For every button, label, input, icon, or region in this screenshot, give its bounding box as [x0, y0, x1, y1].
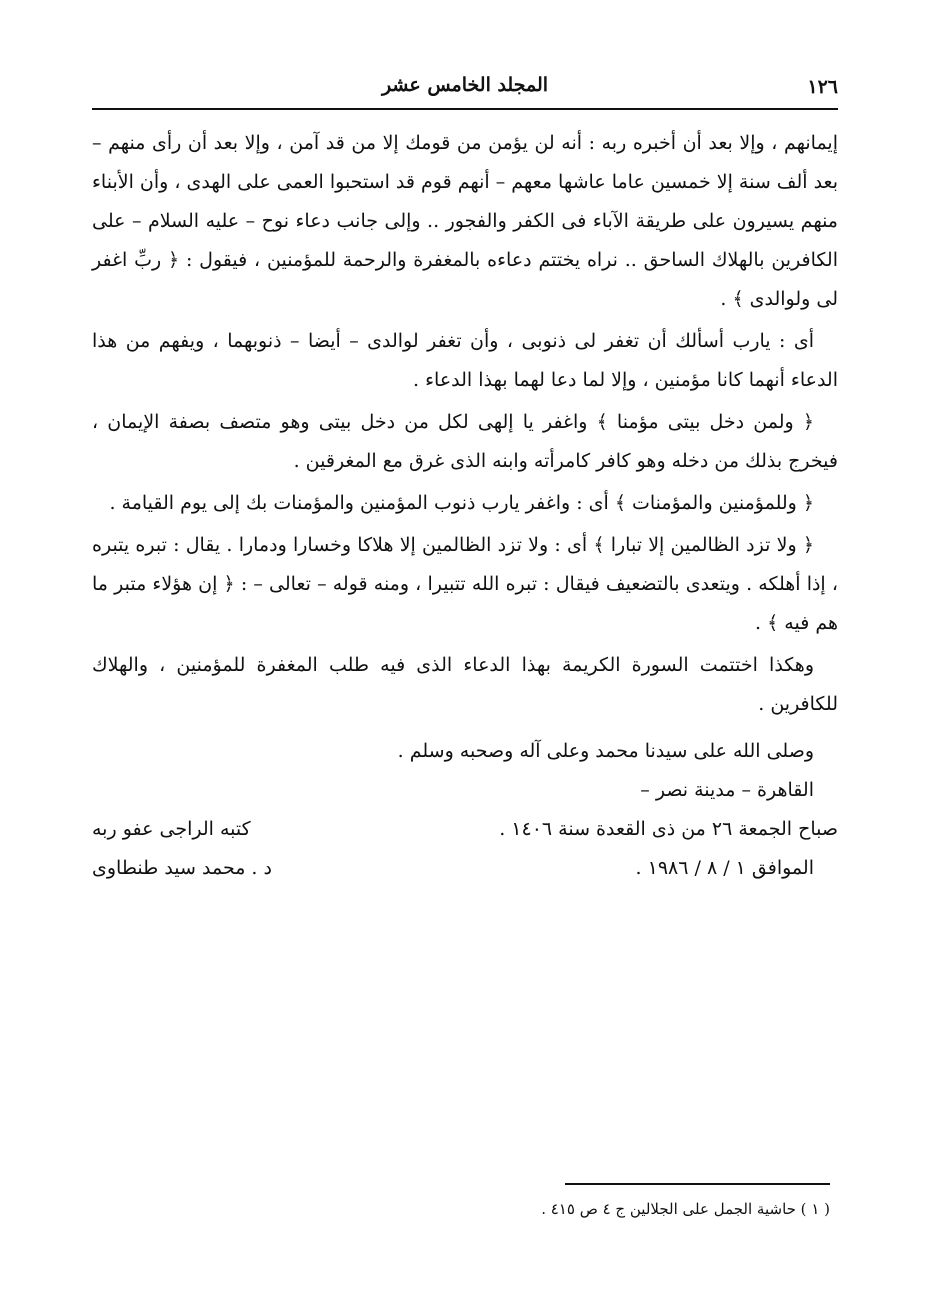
paragraph: ﴿ ولمن دخل بيتى مؤمنا ﴾ واغفر يا إلهى لكل من دخل بيتى وهو متصف بصفة الإيمان ، فيخرج بذلك من دخله وهو كافر كامرأته وابنه الذى غرق مع المغرقين . [92, 411, 838, 472]
main-text [92, 124, 838, 888]
closing-row [92, 810, 838, 849]
paragraph: إيمانهم ، وإلا بعد أن أخبره ربه : أنه لن يؤمن من قومك إلا من قد آمن ، وإلا بعد أن رأى منهم – بعد ألف سنة إلا خمسين عاما عاشها معهم – أنهم قوم قد استحبوا العمى على الهدى ، وأن الأبناء منهم يسيرون على طريقة الآباء فى الكفر والفجور .. وإلى جانب دعاء نوح – عليه السلام – على الكافرين بالهلاك الساحق .. نراه يختتم دعاءه بالمغفرة والرحمة للمؤمنين ، فيقول : ﴿ ربِّ اغفر لى ولوالدى ﴾ . [92, 132, 838, 310]
signature-line-1: كتبه الراجى عفو ربه [92, 818, 251, 840]
place-line: القاهرة – مدينة نصر – [640, 779, 814, 801]
paragraph: أى : يارب أسألك أن تغفر لى ذنوبى ، وأن تغفر لوالدى – أيضا – ذنوبهما ، ويفهم من هذا الدعاء أنهما كانا مؤمنين ، وإلا لما دعا لهما بهذا الدعاء . [92, 330, 838, 391]
hijri-date: صباح الجمعة ٢٦ من ذى القعدة سنة ١٤٠٦ . [499, 818, 838, 840]
footnote-divider [565, 1183, 830, 1185]
page-number: ١٢٦ [807, 76, 838, 98]
closing-block [92, 732, 838, 888]
paragraph: وهكذا اختتمت السورة الكريمة بهذا الدعاء الذى فيه طلب المغفرة للمؤمنين ، والهلاك للكافرين . [92, 654, 838, 715]
paragraph: ﴿ ولا تزد الظالمين إلا تبارا ﴾ أى : ولا تزد الظالمين إلا هلاكا وخسارا ودمارا . يقال : تبره يتبره ، إذا أهلكه . ويتعدى بالتضعيف فيقال : تبره الله تتبيرا ، ومنه قوله – تعالى – : ﴿ إن هؤلاء متبر ما هم فيه ﴾ . [92, 534, 838, 634]
gregorian-date: الموافق ١ / ٨ / ١٩٨٦ . [635, 857, 814, 879]
footnote: ( ١ ) حاشية الجمل على الجلالين ج ٤ ص ٤١٥ . [541, 1200, 830, 1218]
paragraph: ﴿ وللمؤمنين والمؤمنات ﴾ أى : واغفر يارب ذنوب المؤمنين والمؤمنات بك إلى يوم القيامة . [109, 492, 814, 514]
header-divider [92, 108, 838, 110]
volume-title: المجلد الخامس عشر [381, 74, 549, 96]
salutation: وصلى الله على سيدنا محمد وعلى آله وصحبه وسلم . [397, 740, 814, 762]
closing-row [92, 849, 838, 888]
signature-line-2: د . محمد سيد طنطاوى [92, 857, 272, 879]
page-header [92, 72, 838, 102]
